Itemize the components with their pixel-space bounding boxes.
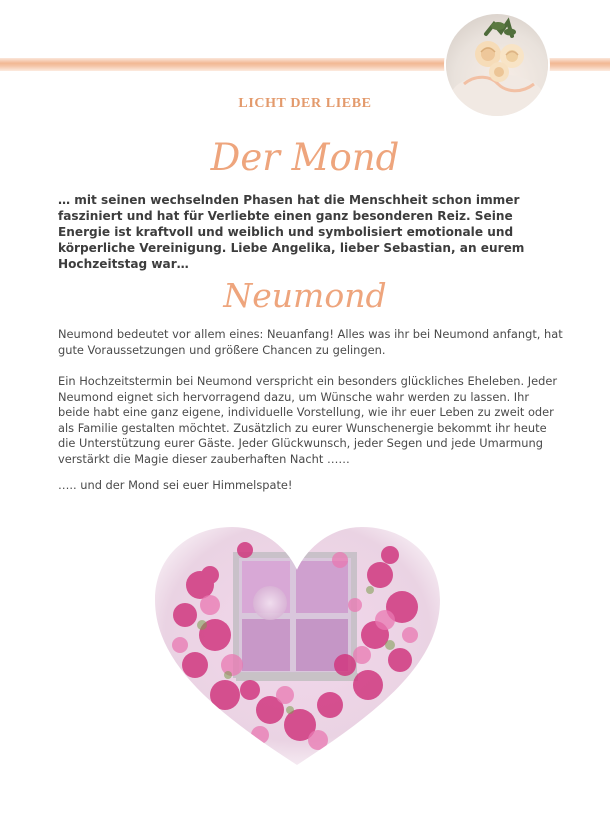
section-title-der-mond: Der Mond [210,136,400,179]
closing-line: ….. und der Mond sei euer Himmelspate! [58,478,293,492]
page-kicker: LICHT DER LIEBE [238,96,372,111]
heart-window-flowers-icon [140,515,455,775]
intro-paragraph: … mit seinen wechselnden Phasen hat die Menschheit schon immer fasziniert und hat für Verliebte einen ganz besonderen Reiz. Seine Energie ist kraftvoll und weiblich und symbolisiert emotionale und körperliche Vereinigung. Liebe Angelika, lieber Sebastian, an eurem Hochzeitstag war… [58,193,525,271]
section-title-neumond: Neumond [223,276,387,315]
neumond-paragraph-2: Ein Hochzeitstermin bei Neumond verspricht ein besonders glückliches Eheleben. Jeder Neumond eignet sich hervorragend dazu, um Wünsche wahr werden zu lassen. Ihr beide habt eine ganz eigene, individuelle Vorstellung, wie ihr euer Leben zu zweit oder als Familie gestalten möchtet. Zusätzlich zu eurer Wunschenergie bekommt ihr heute die Unterstützung eurer Gäste. Jeder Glückwunsch, jeder Segen und jede Umarmung verstärkt die Magie dieser zauberhaften Nacht …… [58,374,558,466]
neumond-paragraph-1: Neumond bedeutet vor allem eines: Neuanfang! Alles was ihr bei Neumond anfangt, hat gute Voraussetzungen und größere Chancen zu gelingen. [58,327,563,357]
